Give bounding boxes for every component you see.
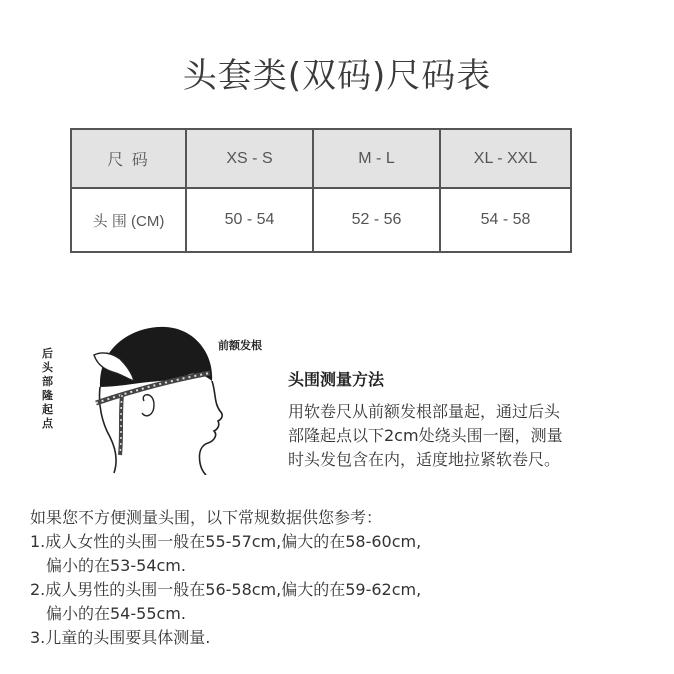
method-line: 时头发包含在内，适度地拉紧软卷尺。 (288, 450, 561, 469)
measurement-method-text (288, 400, 668, 472)
back-head-char-3: 部 (42, 375, 53, 388)
notes-intro: 如果您不方便测量头围，以下常规数据供您参考： (30, 508, 383, 527)
note-item: 3.儿童的头围要具体测量. (30, 628, 211, 647)
size-header-m-l: M - L (313, 129, 440, 188)
measurement-method-title: 头围测量方法 (288, 370, 385, 389)
value-m-l: 52 - 56 (313, 188, 440, 252)
back-head-char-1: 后 (42, 347, 53, 360)
back-head-char-5: 起 (42, 403, 53, 416)
size-header-label: 尺 码 (71, 129, 186, 188)
size-table (70, 128, 572, 253)
value-xs-s: 50 - 54 (186, 188, 313, 252)
method-line: 部隆起点以下2cm处绕头围一圈，测量 (288, 426, 563, 445)
note-item: 1.成人女性的头围一般在55-57cm,偏大的在58-60cm, (30, 532, 422, 551)
size-table-header-row (71, 129, 571, 188)
ear-shape (142, 395, 154, 416)
reference-notes (30, 506, 660, 650)
page-title: 头套类(双码)尺码表 (182, 56, 492, 96)
method-line: 用软卷尺从前额发根部量起，通过后头 (288, 402, 561, 421)
back-head-char-6: 点 (42, 417, 53, 430)
back-head-label (42, 346, 57, 430)
size-header-xs-s: XS - S (186, 129, 313, 188)
back-head-char-4: 隆 (42, 389, 53, 402)
note-item: 2.成人男性的头围一般在56-58cm,偏大的在59-62cm, (30, 580, 422, 599)
head-circumference-label: 头 围 (CM) (71, 188, 186, 252)
value-xl-xxl: 54 - 58 (440, 188, 571, 252)
back-head-char-2: 头 (42, 361, 53, 374)
head-measurement-illustration (36, 315, 286, 475)
note-item: 偏小的在54-55cm. (46, 604, 186, 623)
size-table-row (71, 188, 571, 252)
size-header-xl-xxl: XL - XXL (440, 129, 571, 188)
front-hairline-label: 前额发根 (218, 339, 262, 352)
note-item: 偏小的在53-54cm. (46, 556, 186, 575)
